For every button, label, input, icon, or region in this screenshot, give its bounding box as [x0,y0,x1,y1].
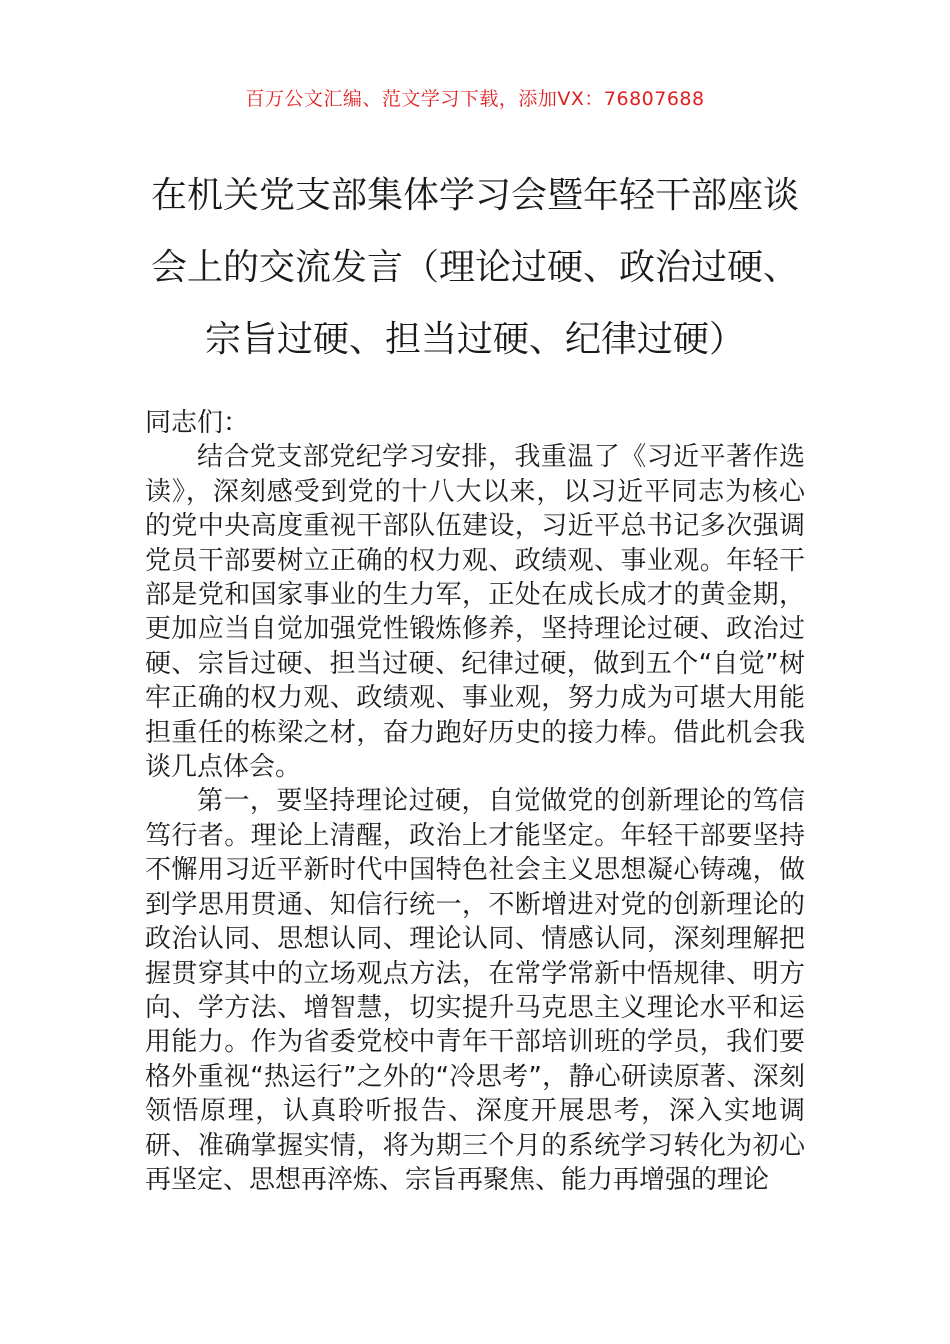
salutation: 同志们： [145,408,250,438]
document-body [145,406,805,1197]
document-title: 在机关党支部集体学习会暨年轻干部座谈会上的交流发言（理论过硬、政治过硬、宗旨过硬、担当过硬、纪律过硬） [150,175,799,360]
header-note: 百万公文汇编、范文学习下载，添加VX：76807688 [245,88,705,110]
paragraph-first-point: 第一，要坚持理论过硬，自觉做党的创新理论的笃信笃行者。理论上清醒，政治上才能坚定。年轻干部要坚持不懈用习近平新时代中国特色社会主义思想凝心铸魂，做到学思用贯通、知信行统一，不断增进对党的创新理论的政治认同、思想认同、理论认同、情感认同，深刻理解把握贯穿其中的立场观点方法，在常学常新中悟规律、明方向、学方法、增智慧，切实提升马克思主义理论水平和运用能力。作为省委党校中青年干部培训班的学员，我们要格外重视“热运行”之外的“冷思考”，静心研读原著、深刻领悟原理，认真聆听报告、深度开展思考，深入实地调研、准确掌握实情，将为期三个月的系统学习转化为初心再坚定、思想再淬炼、宗旨再聚焦、能力再增强的理论 [145,786,805,1195]
paragraph-intro: 结合党支部党纪学习安排，我重温了《习近平著作选读》，深刻感受到党的十八大以来，以习近平同志为核心的党中央高度重视干部队伍建设，习近平总书记多次强调党员干部要树立正确的权力观、政绩观、事业观。年轻干部是党和国家事业的生力军，正处在成长成才的黄金期，更加应当自觉加强党性锻炼修养，坚持理论过硬、政治过硬、宗旨过硬、担当过硬、纪律过硬，做到五个“自觉”树牢正确的权力观、政绩观、事业观，努力成为可堪大用能担重任的栋梁之材，奋力跑好历史的接力棒。借此机会我谈几点体会。 [145,442,805,783]
